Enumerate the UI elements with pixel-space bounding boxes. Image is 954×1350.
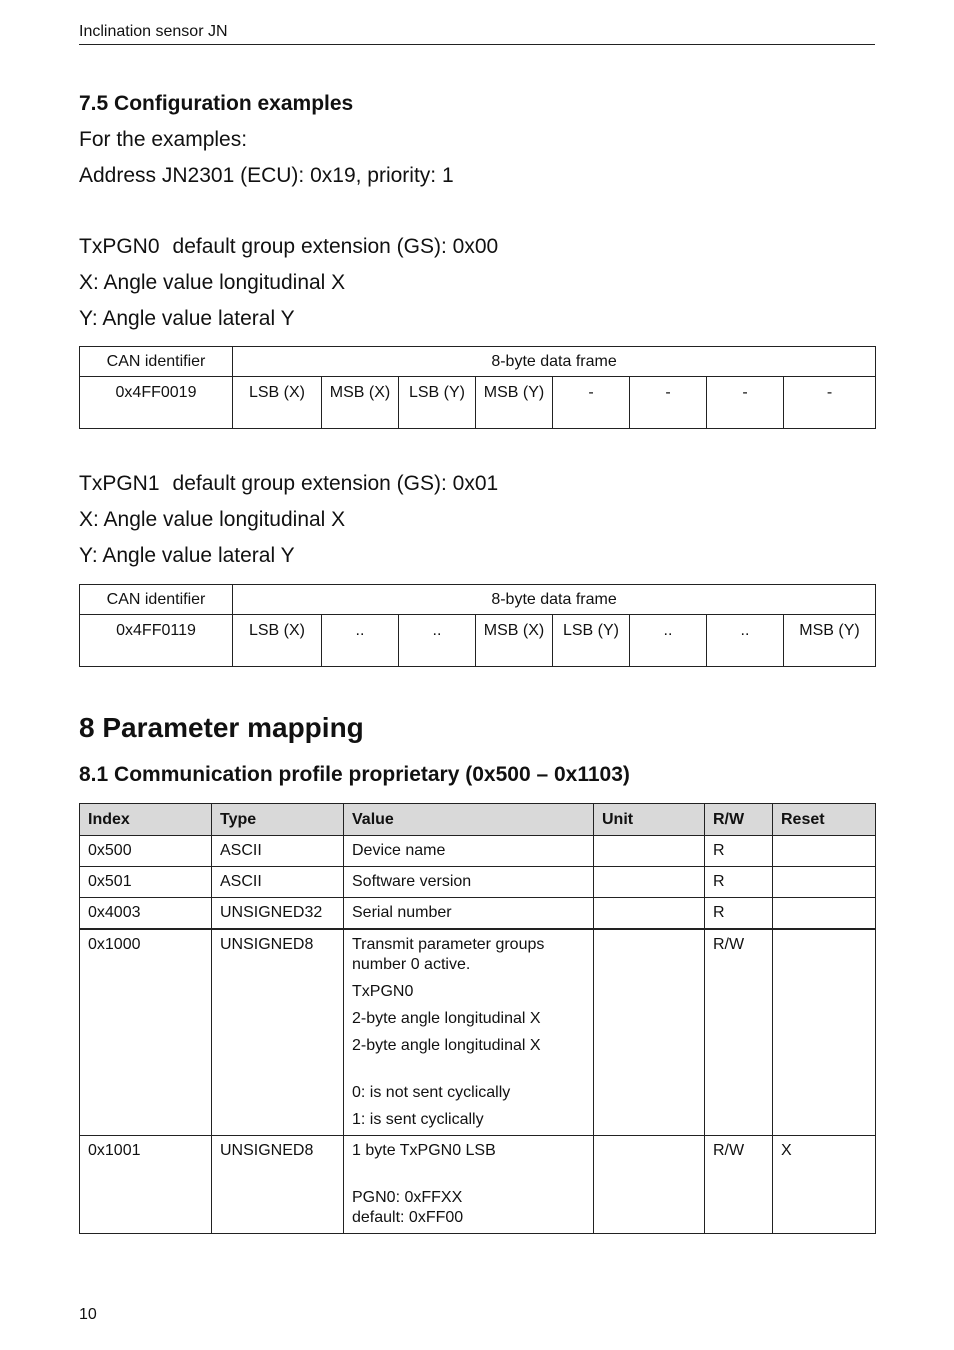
frame-byte: - [784,377,876,429]
table-row [80,898,876,930]
cell-index: 0x1001 [80,1136,212,1234]
cell-type: ASCII [212,836,344,867]
parameter-table [79,803,876,1234]
example-2-pgn-desc: default group extension (GS): 0x01 [172,472,499,495]
example-2-frame-table [79,584,876,667]
cell-value [344,1136,594,1234]
column-header-value: Value [344,804,594,836]
cell-rw: R [705,836,773,867]
running-header: Inclination sensor JN [79,22,875,45]
cell-unit [594,1136,705,1234]
column-header-type: Type [212,804,344,836]
value-line: 2-byte angle longitudinal X [352,1010,541,1027]
cell-unit [594,836,705,867]
example-2-y-desc: Y: Angle value lateral Y [79,544,295,567]
cell-index: 0x501 [80,867,212,898]
can-identifier-value: 0x4FF0119 [80,615,233,667]
cell-type: ASCII [212,867,344,898]
frame-byte: MSB (X) [322,377,399,429]
table-row [80,929,876,1136]
value-line: PGN0: 0xFFXX [352,1189,463,1206]
frame-byte: .. [707,615,784,667]
examples-intro: For the examples: [79,128,248,151]
example-1-x-desc: X: Angle value longitudinal X [79,271,346,294]
cell-index: 0x1000 [80,929,212,1136]
frame-byte: LSB (X) [233,377,322,429]
example-2-x-desc: X: Angle value longitudinal X [79,508,346,531]
parameter-table-header [80,804,876,836]
frame-byte: .. [399,615,476,667]
frame-byte: LSB (Y) [399,377,476,429]
frame-byte: LSB (Y) [553,615,630,667]
value-line: 1 byte TxPGN0 LSB [352,1142,496,1159]
address-line: Address JN2301 (ECU): 0x19, priority: 1 [79,164,454,187]
frame-byte: MSB (Y) [476,377,553,429]
cell-reset [773,929,876,1136]
data-frame-header: 8-byte data frame [233,347,876,377]
cell-rw: R/W [705,929,773,1136]
cell-unit [594,898,705,930]
example-1-y-desc: Y: Angle value lateral Y [79,307,295,330]
cell-type: UNSIGNED32 [212,898,344,930]
column-header-rw: R/W [705,804,773,836]
data-frame-header: 8-byte data frame [233,585,876,615]
example-1-pgn-name: TxPGN0 [79,235,160,258]
frame-byte: - [630,377,707,429]
example-2-label [79,472,498,496]
column-header-index: Index [80,804,212,836]
cell-index: 0x500 [80,836,212,867]
cell-reset [773,867,876,898]
can-identifier-header: CAN identifier [80,347,233,377]
can-identifier-header: CAN identifier [80,585,233,615]
cell-reset: X [773,1136,876,1234]
cell-type: UNSIGNED8 [212,929,344,1136]
section-heading-8-1: 8.1 Communication profile proprietary (0x500 – 0x1103) [79,763,630,786]
example-1-frame-table [79,346,876,429]
table-row [80,836,876,867]
value-line: Transmit parameter groups number 0 active. [352,936,545,973]
section-heading-7-5: 7.5 Configuration examples [79,92,354,115]
value-line: default: 0xFF00 [352,1209,464,1226]
frame-byte: .. [322,615,399,667]
cell-unit [594,867,705,898]
value-line: 1: is sent cyclically [352,1111,484,1128]
cell-reset [773,836,876,867]
cell-unit [594,929,705,1136]
can-identifier-value: 0x4FF0019 [80,377,233,429]
page-number: 10 [79,1306,97,1323]
example-1-pgn-desc: default group extension (GS): 0x00 [172,235,499,258]
cell-rw: R/W [705,1136,773,1234]
cell-value: Serial number [344,898,594,930]
cell-rw: R [705,867,773,898]
frame-byte: - [553,377,630,429]
value-line: TxPGN0 [352,983,414,1000]
cell-index: 0x4003 [80,898,212,930]
frame-byte: LSB (X) [233,615,322,667]
column-header-unit: Unit [594,804,705,836]
cell-rw: R [705,898,773,930]
frame-byte: .. [630,615,707,667]
section-heading-8: 8 Parameter mapping [79,712,364,743]
table-row [80,1136,876,1234]
frame-byte: MSB (Y) [784,615,876,667]
cell-value: Device name [344,836,594,867]
table-row [80,867,876,898]
value-line: 2-byte angle longitudinal X [352,1037,541,1054]
column-header-reset: Reset [773,804,876,836]
example-2-pgn-name: TxPGN1 [79,472,160,495]
cell-reset [773,898,876,930]
cell-value [344,929,594,1136]
value-line: 0: is not sent cyclically [352,1084,511,1101]
frame-byte: MSB (X) [476,615,553,667]
frame-byte: - [707,377,784,429]
cell-value: Software version [344,867,594,898]
example-1-label [79,235,498,259]
cell-type: UNSIGNED8 [212,1136,344,1234]
